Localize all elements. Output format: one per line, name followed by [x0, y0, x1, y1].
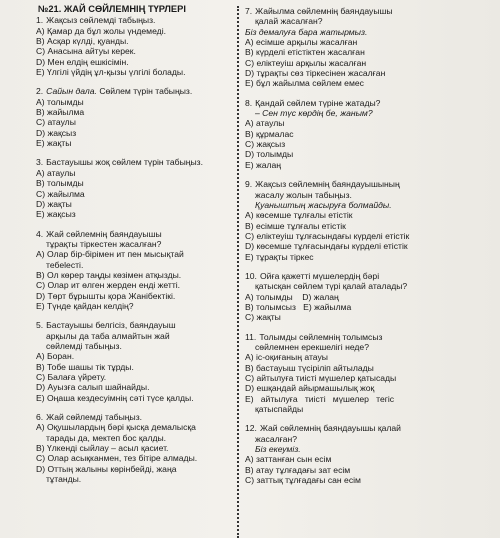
question-stem — [36, 412, 232, 422]
question-stem — [245, 6, 473, 16]
answer-option[interactable]: С) атаулы — [36, 117, 76, 128]
answer-option[interactable]: В) Тобе шашы тік тұрды. — [36, 361, 134, 372]
question-text: Жай сөйлемнің баяндауышы қалай — [259, 423, 401, 434]
question-stem — [36, 15, 232, 25]
page-title: №21. ЖАЙ СӨЙЛЕМНІҢ ТҮРЛЕРІ — [38, 4, 186, 14]
question-number: 5. — [36, 320, 44, 331]
question-number: 2. — [36, 86, 44, 97]
answer-option[interactable]: С) еліктеуіш арқылы жасалған — [245, 57, 367, 68]
answer-option[interactable]: Е) жалаң — [245, 159, 282, 170]
answer-option[interactable]: А) атаулы — [36, 167, 76, 178]
question-9 — [245, 179, 473, 262]
question-stem — [36, 86, 232, 96]
question-4 — [36, 229, 232, 312]
question-example: Сайын дала. — [46, 86, 97, 97]
answer-option[interactable]: В) құрмалас — [245, 128, 294, 139]
answer-option[interactable]: В) Үлкенді сыйлау – асыл қасиет. — [36, 443, 169, 454]
answer-option[interactable]: С) заттық тұлғадағы сан есім — [245, 475, 361, 486]
answer-option[interactable]: А) есімше арқылы жасалған — [245, 37, 358, 48]
question-7 — [245, 6, 473, 89]
answer-option[interactable]: В) күрделі етістіктен жасалған — [245, 47, 365, 58]
answer-option[interactable]: А) Қамар да бұл жолы үндемеді. — [36, 25, 166, 36]
answer-option-cont: тұтанды. — [46, 474, 82, 485]
answer-option[interactable]: D) көсемше тұлғасындағы күрделі етістік — [245, 241, 408, 252]
question-text: Жай сөйлемнің баяндауышы — [46, 228, 162, 239]
question-text: Бастауышы белгісіз, баяндауыш — [46, 320, 176, 331]
question-3 — [36, 157, 232, 219]
question-12 — [245, 423, 473, 485]
question-example: – Сен түс көрдің бе, жаным? — [255, 108, 373, 119]
answer-option[interactable]: В) Ол көрер таңды көзімен атқызды. — [36, 269, 182, 280]
answer-option[interactable]: В) жайылма — [36, 107, 85, 118]
answer-option[interactable]: D) тұрақты сөз тіркесінен жасалған — [245, 68, 386, 79]
question-number: 11. — [245, 331, 257, 342]
question-stem — [36, 320, 232, 330]
question-10 — [245, 271, 473, 323]
answer-option[interactable]: D) толымды — [245, 149, 294, 160]
answer-option[interactable]: С) Анасына айтуы керек. — [36, 46, 136, 57]
question-number: 12. — [245, 423, 257, 434]
answer-option[interactable]: С) айтылуға тиісті мүшелер қатысады — [245, 373, 397, 383]
answer-option[interactable]: Е) айтылуға тиісті мүшелер тегіс — [245, 393, 395, 404]
answer-option[interactable]: В) Асқар күлді, қуанды. — [36, 36, 129, 47]
question-text: Сөйлем түрін табыңыз. — [99, 86, 193, 97]
question-text: Бастауышы жоқ сөйлем түрін табыңыз. — [46, 157, 204, 168]
right-column — [245, 0, 473, 538]
answer-option[interactable]: D) Оттың жалыны көрінбейді, жаңа — [36, 463, 177, 474]
answer-option[interactable]: D) жақты — [36, 198, 72, 209]
answer-option[interactable]: С) Олар асықканмен, тез бітіре алмады. — [36, 453, 198, 464]
answer-option[interactable]: А) толымды D) жалаң — [245, 291, 339, 302]
question-number: 1. — [36, 15, 44, 26]
answer-option[interactable]: А) Олар бір-бірімен ит пен мысықтай — [36, 249, 184, 260]
question-text: Ойға қажетті мүшелердің бәрі — [259, 270, 380, 281]
question-stem — [245, 98, 473, 108]
question-stem — [245, 271, 473, 281]
answer-option[interactable]: А) көсемше тұлғалы етістік — [245, 210, 353, 221]
question-stem — [245, 179, 473, 189]
answer-option[interactable]: С) жақсыз — [245, 139, 286, 150]
question-number: 4. — [36, 228, 44, 239]
answer-option[interactable]: А) Оқушылардың бәрі қысқа демалысқа — [36, 422, 196, 433]
answer-option[interactable]: А) толымды — [36, 96, 84, 107]
answer-option[interactable]: С) Балаға үйрету. — [36, 372, 107, 382]
question-text: Жақсыз сөйлемнің баяндауышының — [255, 179, 400, 190]
question-text-cont: қатысқан сөйлем түрі қалай аталады? — [255, 281, 408, 292]
question-8 — [245, 98, 473, 170]
question-text-cont: сөйлемнен ерекшелігі неде? — [255, 341, 369, 352]
question-stem — [245, 423, 473, 433]
question-text-cont: сөйлемді табыңыз. — [46, 340, 122, 351]
answer-option[interactable]: Е) бұл жайылма сөйлем емес — [245, 78, 364, 89]
question-number: 6. — [36, 412, 44, 423]
answer-option[interactable]: Е) тұрақты тіркес — [245, 251, 314, 262]
question-number: 3. — [36, 157, 44, 168]
question-1 — [36, 15, 232, 77]
answer-option[interactable]: В) бастауыш түсіріліп айтылады — [245, 362, 374, 373]
question-number: 9. — [245, 179, 253, 190]
answer-option-cont: тарады да, мектеп бос қалды. — [46, 432, 167, 443]
answer-option[interactable]: В) атау тұлғадағы зат есім — [245, 464, 351, 475]
answer-option-cont: тебеlесті. — [46, 259, 84, 270]
left-column — [36, 0, 232, 538]
answer-option[interactable]: А) заттанған сын есім — [245, 454, 332, 465]
answer-option[interactable]: А) атаулы — [245, 118, 285, 129]
question-stem — [245, 332, 473, 342]
question-number: 8. — [245, 97, 253, 108]
answer-option[interactable]: Е) жақты — [36, 138, 72, 149]
answer-option[interactable]: Е) Оңаша кездесуімнің сәті түсе қалды. — [36, 392, 194, 403]
question-number: 10. — [245, 270, 257, 281]
answer-option[interactable]: В) толымды — [36, 178, 84, 189]
question-text-cont: жасалған? — [255, 433, 298, 444]
answer-option[interactable]: Е) Түнде қайдан келдің? — [36, 300, 134, 311]
answer-option[interactable]: Е) Үлгілі үйдің ұл-қызы үлгілі болады. — [36, 67, 186, 78]
question-text: Толымды сөйлемнің толымсыз — [259, 331, 383, 342]
question-6 — [36, 412, 232, 484]
question-text-cont: қалай жасалған? — [255, 16, 323, 27]
answer-option[interactable]: С) жақты — [245, 312, 281, 323]
answer-option[interactable]: D) жақсыз — [36, 127, 77, 138]
answer-option[interactable]: Е) жақсыз — [36, 209, 76, 220]
answer-option[interactable]: В) есімше тұлғалы етістік — [245, 220, 346, 231]
answer-option[interactable]: С) еліктеуіш тұлғасындағы күрделі етістік — [245, 230, 410, 241]
answer-option[interactable]: D) Мен елдің ешкісімін. — [36, 56, 129, 67]
answer-option[interactable]: С) жайылма — [36, 188, 85, 199]
answer-option[interactable]: А) іс-оқиғаның атауы — [245, 352, 328, 363]
question-example: Біз екеуміз. — [255, 444, 301, 455]
answer-option[interactable]: D) Төрт бұрышты қора Жанібектікі. — [36, 290, 176, 301]
answer-option[interactable]: D) ешқандай айырмашылық жоқ — [245, 383, 375, 394]
question-11 — [245, 332, 473, 415]
question-2 — [36, 86, 232, 148]
answer-option-cont: қатыспайды — [255, 404, 304, 415]
question-5 — [36, 320, 232, 403]
question-text-cont: тұрақты тіркестен жасалған? — [46, 238, 162, 249]
question-text: Жайылма сөйлемнің баяндауышы — [255, 6, 393, 16]
column-divider — [237, 6, 239, 538]
question-example: Біз демалуға бара жатырмыз. — [245, 26, 368, 37]
question-text: Қандай сөйлем түріне жатады? — [255, 97, 381, 108]
answer-option[interactable]: С) Олар ит өлген жерден енді жетті. — [36, 280, 181, 291]
question-text: Жақсыз сөйлемді табыңыз. — [46, 15, 156, 26]
answer-option[interactable]: В) толымсыз Е) жайылма — [245, 301, 352, 312]
question-stem — [36, 229, 232, 239]
question-text-cont: жасалу жолын табыңыз. — [255, 189, 352, 200]
question-example: Қуаныштың жасыруға болмайды. — [255, 199, 392, 210]
answer-option[interactable]: D) Ауызға салып шайнайды. — [36, 382, 150, 393]
question-text-cont: арқылы да таба алмайтын жай — [46, 330, 170, 341]
question-stem — [36, 157, 232, 167]
answer-option[interactable]: А) Боран. — [36, 351, 75, 362]
question-text: Жай сөйлемді табыңыз. — [46, 412, 143, 423]
question-number: 7. — [245, 6, 253, 16]
